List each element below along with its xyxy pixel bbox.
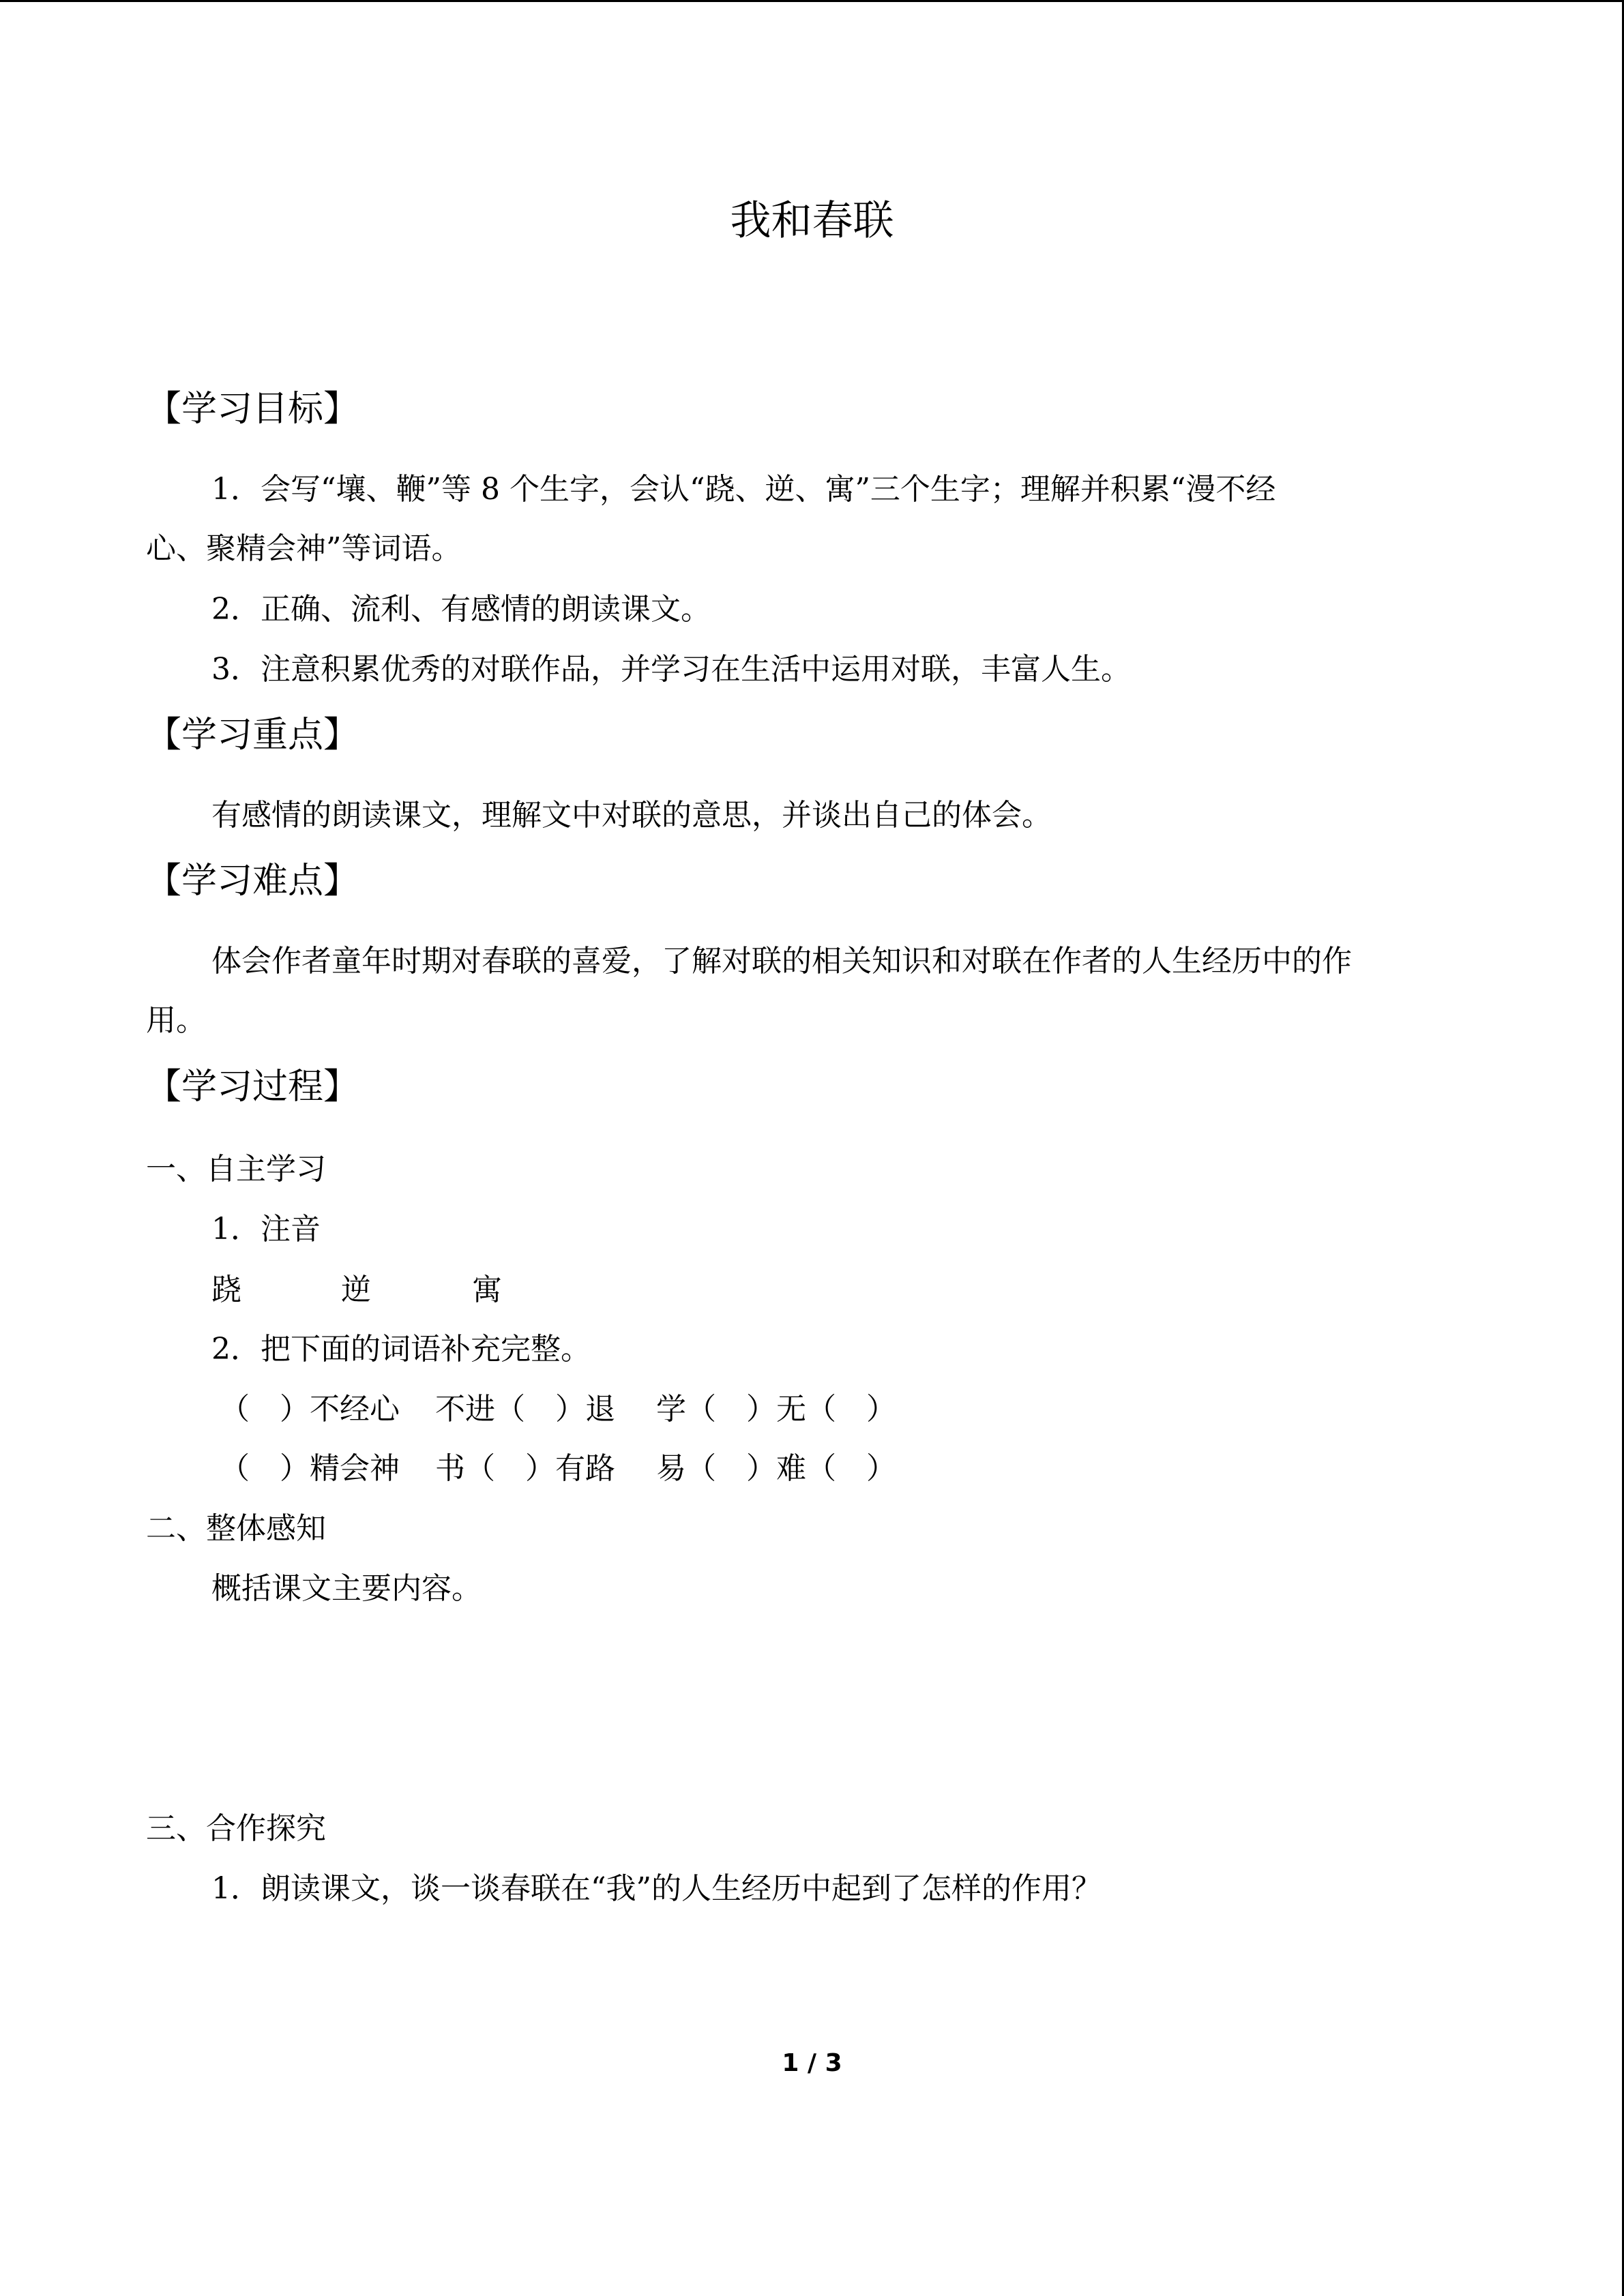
part3-heading: 三、合作探究 xyxy=(146,1811,326,1846)
page-number: 1 / 3 xyxy=(782,2049,842,2077)
fill-blank-phrase: （ ）精会神 xyxy=(220,1451,400,1486)
pinyin-word: 跷 xyxy=(211,1272,241,1307)
objectives-heading: 【学习目标】 xyxy=(146,389,359,430)
part1-question-2: 2．把下面的词语补充完整。 xyxy=(211,1332,591,1367)
key-points-heading: 【学习重点】 xyxy=(146,715,359,756)
pinyin-word-row xyxy=(211,1268,621,1312)
page-title: 我和春联 xyxy=(730,197,894,245)
objective-item-2: 2．正确、流利、有感情的朗读课文。 xyxy=(211,592,711,627)
objective-item-1-line-2: 心、聚精会神”等词语。 xyxy=(146,531,462,566)
fill-blank-row-1 xyxy=(220,1388,970,1431)
difficulties-line-2: 用。 xyxy=(146,1003,206,1038)
part2-task: 概括课文主要内容。 xyxy=(211,1571,482,1606)
objective-item-3: 3．注意积累优秀的对联作品，并学习在生活中运用对联，丰富人生。 xyxy=(211,652,1131,687)
fill-blank-phrase: （ ）不经心 xyxy=(220,1392,400,1427)
part2-heading: 二、整体感知 xyxy=(146,1511,326,1546)
top-border-rule xyxy=(0,0,1624,2)
difficulties-line-1: 体会作者童年时期对春联的喜爱，了解对联的相关知识和对联在作者的人生经历中的作 xyxy=(211,944,1352,979)
part1-question-1: 1．注音 xyxy=(211,1212,321,1247)
process-heading: 【学习过程】 xyxy=(146,1067,359,1107)
fill-blank-phrase: 书（ ）有路 xyxy=(435,1451,615,1486)
objective-item-1-line-1: 1．会写“壤、鞭”等 8 个生字，会认“跷、逆、寓”三个生字；理解并积累“漫不经 xyxy=(211,472,1276,507)
difficulties-heading: 【学习难点】 xyxy=(146,861,359,901)
fill-blank-phrase: 学（ ）无（ ） xyxy=(656,1392,896,1427)
fill-blank-phrase: 易（ ）难（ ） xyxy=(656,1451,896,1486)
pinyin-word: 逆 xyxy=(341,1272,371,1307)
fill-blank-row-2 xyxy=(220,1447,970,1491)
part1-heading: 一、自主学习 xyxy=(146,1152,326,1187)
part3-question-1: 1．朗读课文，谈一谈春联在“我”的人生经历中起到了怎样的作用？ xyxy=(211,1871,1102,1906)
fill-blank-phrase: 不进（ ）退 xyxy=(435,1392,615,1427)
pinyin-word: 寓 xyxy=(472,1272,502,1307)
key-points-text: 有感情的朗读课文，理解文中对联的意思，并谈出自己的体会。 xyxy=(211,798,1052,833)
